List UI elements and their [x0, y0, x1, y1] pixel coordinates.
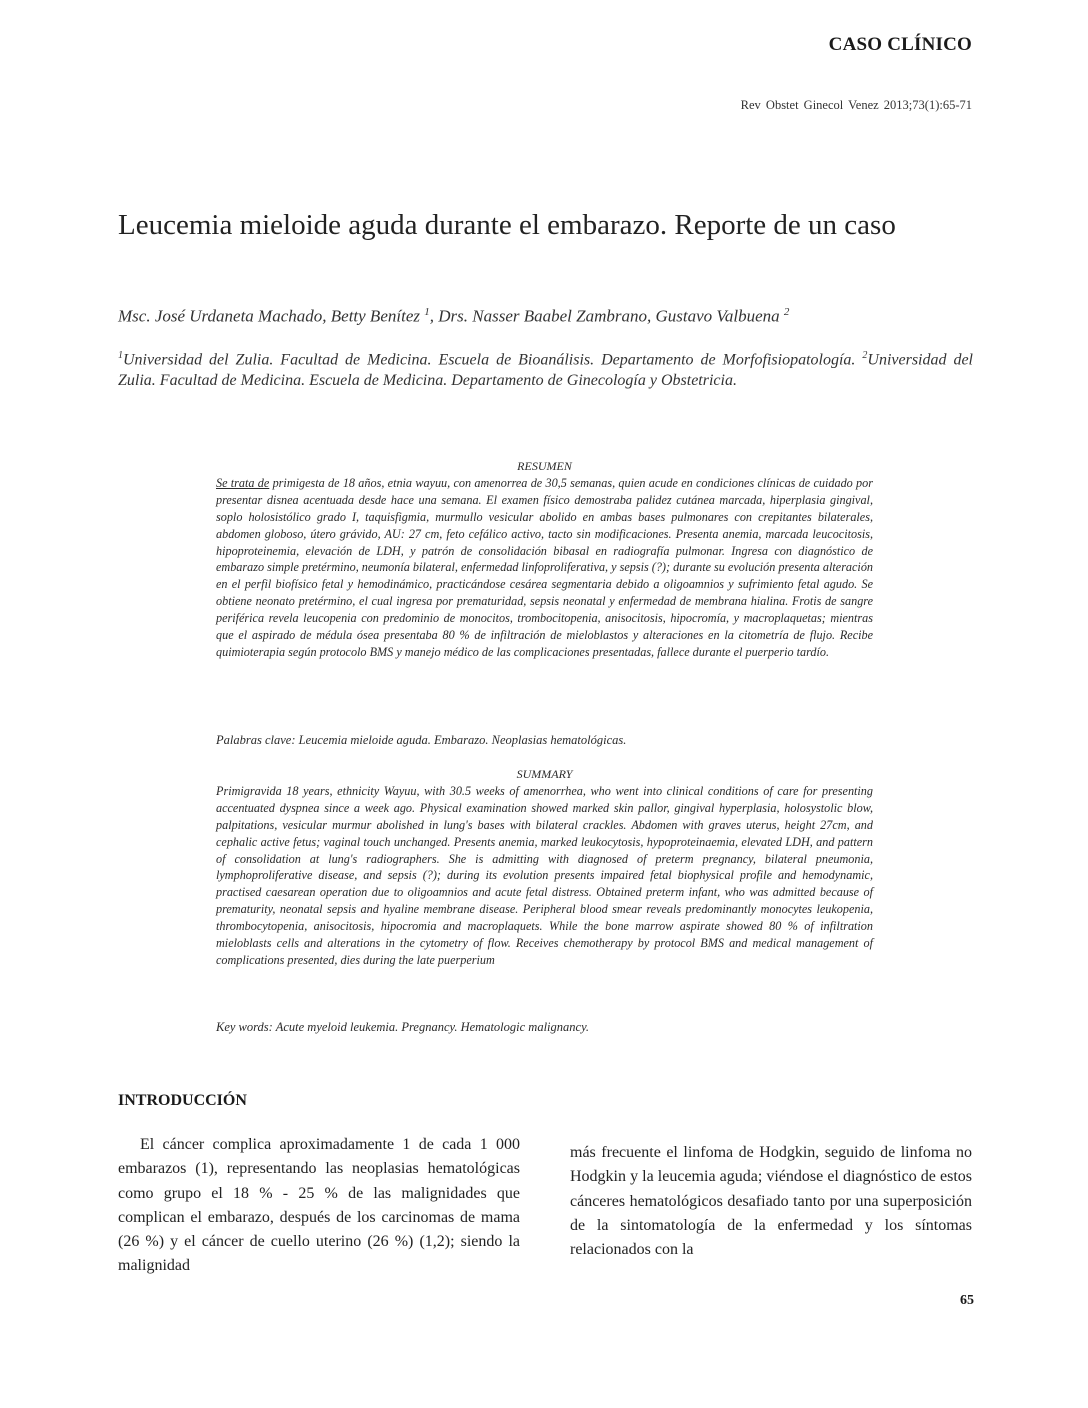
article-title: Leucemia mieloide aguda durante el embarazo. Reporte de un caso: [118, 209, 896, 241]
resumen-lead: Se trata de: [216, 475, 270, 490]
authors-part-1: Msc. José Urdaneta Machado, Betty Benítez: [118, 306, 425, 326]
author-affiliation-mark-1: 1: [424, 306, 430, 318]
resumen-block: [216, 458, 873, 661]
affiliation-2: Universidad del Zulia. Facultad de Medicina. Escuela de Medicina. Departamento de Ginecología y Obstetricia.: [118, 351, 973, 390]
key-words: Key words: Acute myeloid leukemia. Pregnancy. Hematologic malignancy.: [216, 1020, 590, 1034]
intro-column-right: más frecuente el linfoma de Hodgkin, seguido de linfoma no Hodgkin y la leucemia aguda; viéndose el diagnóstico de estos cánceres hematológicos desafiado tanto por una superposición de la sintomatología de la enfermedad y los síntomas relacionados con la: [570, 1144, 972, 1259]
affiliation-mark-2: 2: [862, 350, 868, 361]
resumen-body: primigesta de 18 años, etnia wayuu, con amenorrea de 30,5 semanas, quien acude en condiciones clínicas de cuidado por presentar disnea acentuada desde hace una semana. El examen físico demostraba palidez cutánea marcada, hiperplasia gingival, soplo holosistólico grado I, taquisfigmia, murmullo vesicular abolido en ambas bases pulmonares con crepitantes bilaterales, abdomen globoso, útero grávido, AU: 27 cm, feto cefálico activo, tacto sin modificaciones. Presenta anemia, marcada leucocitosis, hipoproteinemia, elevación de LDH, y patrón de consolidación bibasal en radiografía pulmonar. Ingresa con diagnóstico de embarazo simple pretérmino, neumonía bilateral, enfermedad linfoproliferativa, y sepsis (?); durante su evolución presenta alteración en el perfil biofísico fetal y hemodinámico, practicándose cesárea segmentaria debido a oligoamnios y sufrimiento fetal agudo. Se obtiene neonato pretérmino, el cual ingresa por prematuridad, sepsis neonatal y enfermedad de membrana hialina. Frotis de sangre periférica revela leucopenia con predominio de monocitos, trombocitopenia, anisocitosis, hipocromía, y macroplaquetas; mientras que el aspirado de médula ósea presentaba 80 % de infiltración de mieloblastos y alteraciones en la citometría de flujo. Recibe quimioterapia según protocolo BMS y manejo médico de las complicaciones presentadas, fallece durante el puerperio tardío.: [216, 475, 874, 659]
page-number: 65: [960, 1293, 974, 1308]
affiliations: [118, 345, 973, 391]
author-affiliation-mark-2: 2: [783, 306, 790, 318]
section-label: CASO CLÍNICO: [828, 34, 972, 55]
resumen-heading: RESUMEN: [517, 459, 572, 473]
resumen-text: [216, 475, 873, 661]
intro-column-left: El cáncer complica aproximadamente 1 de cada 1 000 embarazos (1), representando las neoplasias hematológicas como grupo el 18 % - 25 % de las malignidades que complican el embarazo, después de los carcinomas de mama (26 %) y el cáncer de cuello uterino (26 %) (1,2); siendo la malignidad: [118, 1136, 520, 1275]
author-list: [118, 306, 988, 327]
summary-block: [216, 766, 873, 969]
summary-heading: SUMMARY: [516, 767, 573, 781]
journal-citation: Rev Obstet Ginecol Venez 2013;73(1):65-71: [740, 98, 972, 112]
palabras-clave: Palabras clave: Leucemia mieloide aguda. Embarazo. Neoplasias hematológicas.: [216, 733, 627, 747]
affiliation-1: Universidad del Zulia. Facultad de Medicina. Escuela de Bioanálisis. Departamento de Morfofisiopatología.: [123, 351, 863, 369]
authors-part-2: , Drs. Nasser Baabel Zambrano, Gustavo Valbuena: [429, 306, 784, 326]
introduccion-heading: INTRODUCCIÓN: [118, 1092, 247, 1109]
summary-body: Primigravida 18 years, ethnicity Wayuu, with 30.5 weeks of amenorrhea, who went into clinical conditions of care for presenting accentuated dyspnea since a week ago. Physical examination showed marked skin pallor, gingival hyperplasia, holosystolic blow, palpitations, vesicular murmur abolished in lung's bases with bilateral crackles. Abdomen with graves uterus, height 27cm, and cephalic active fetus; vaginal touch unchanged. Presents anemia, marked leukocytosis, hypoproteinaemia, elevated LDH, and pattern of consolidation at lung's radiographers. She is admitting with diagnosed of preterm pregnancy, bilateral pneumonia, lymphoproliferative disease, and sepsis (?); during its evolution presents impaired fetal biophysical profile and hemodynamic, practised caesarean operation due to oligoamnios and acute fetal distress. Obtained preterm infant, who was admitted because of prematurity, neonatal sepsis and hyaline membrane disease. Peripheral blood smear reveals predominantly monocytes leukopenia, thrombocytopenia, anisocitosis, hipocromia and macroplaquets. While the bone marrow aspirate showed 80 % of infiltration mieloblasts cells and alterations in the cytometry of flow. Receives chemotherapy by protocol BMS and medical management of complications presented, dies during the late puerperium: [216, 783, 873, 967]
affiliation-mark-1: 1: [118, 350, 123, 361]
